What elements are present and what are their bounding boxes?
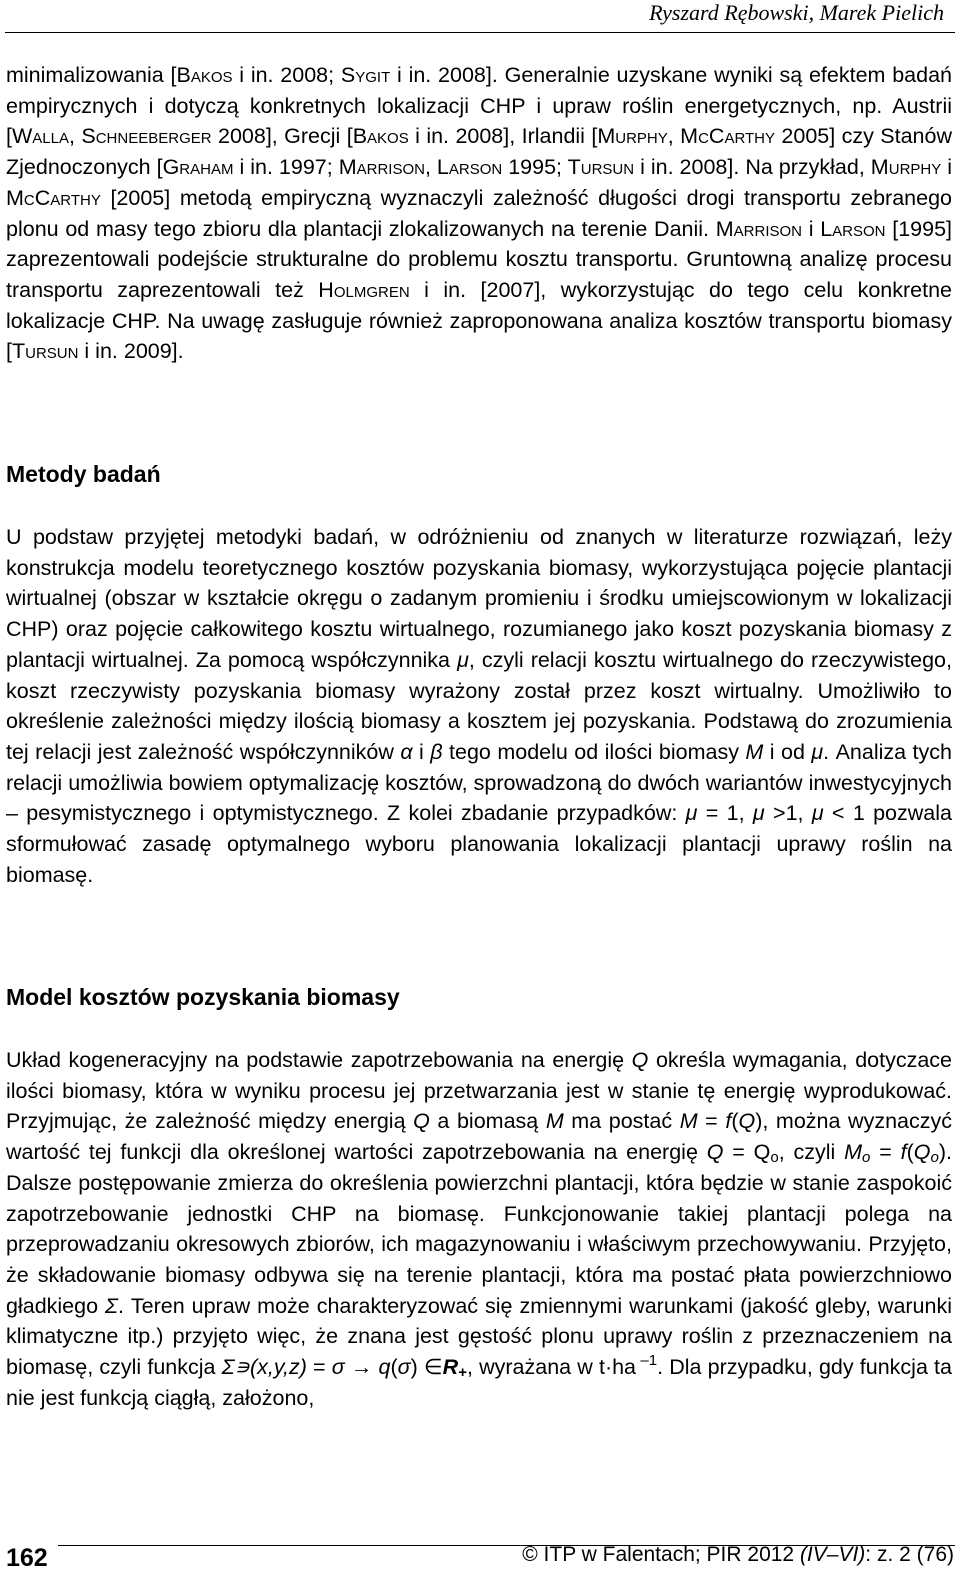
paragraph-cost-model: Układ kogeneracyjny na podstawie zapotrzebowania na energię Q określa wymagania, dotyczace ilości biomasy, która w wyniku procesu jej przetwarzania jest w stanie tę energię wyprodukować. Przyjmując, że zależność między energią Q a biomasą M ma postać M = f(Q), można wyznaczyć wartość tej funkcji dla określonej wartości zapotrzebowania na energię Q = Qo, czyli Mo = f(Qo). Dalsze postępowanie zmierza do określenia powierzchni plantacji, która będzie w stanie zaspokoić zapotrzebowanie jednostki CHP na biomasę. Funkcjonowanie takiej plantacji polega na przeprowadzaniu okresowych zbiorów, ich magazynowaniu i właściwym przechowywaniu. Przyjęto, że składowanie biomasy odbywa się na terenie plantacji, która ma postać płata powierzchniowo gładkiego Σ. Teren upraw może charakteryzować się zmiennymi warunkami (jakość gleby, warunki klimatyczne itp.) przyjęto więc, że znana jest gęstość plonu uprawy roślin z przeznaczeniem na biomasę, czyli funkcja Σ∍(x,y,z) = σ → q(σ) ∈R+, wyrażana w t·ha $^{-1}$. Dla przypadku, gdy funkcja ta nie jest funkcją ciągłą, założono,: [6, 1048, 952, 1410]
section-heading-cost-model: Model kosztów pozyskania biomasy: [6, 984, 400, 1010]
running-header: Ryszard Rębowski, Marek Pielich: [649, 0, 944, 25]
section-heading-methods: Metody badań: [6, 461, 161, 487]
paragraph-methods: U podstaw przyjętej metodyki badań, w odróżnieniu od znanych w literaturze rozwiązań, leży konstrukcja modelu teoretycznego kosztów pozyskania biomasy, wykorzystująca pojęcie plantacji wirtualnej (obszar w kształcie okręgu o zadanym promieniu i środku umiejscowionym w lokalizacji CHP) oraz pojęcie całkowitego kosztu wirtualnego, rozumianego jako koszt pozyskania biomasy z plantacji wirtualnej. Za pomocą współczynnika μ, czyli relacji kosztu wirtualnego do rzeczywistego, koszt rzeczywisty pozyskania biomasy wyrażony został przez koszt wirtualny. Umożliwiło to określenie zależności między ilością biomasy a kosztem jej pozyskania. Podstawą do zrozumienia tej relacji jest zależność współczynników α i β tego modelu od ilości biomasy M i od μ. Analiza tych relacji umożliwia bowiem optymalizację kosztów, sprowadzoną do dwóch wariantów inwestycyjnych – pesymistycznego i optymistycznego. Z kolei zbadanie przypadków: μ = 1, μ >1, μ < 1 pozwala sformułować zasadę optymalnego wyboru planowania lokalizacji plantacji uprawy roślin na biomasę.: [6, 525, 952, 887]
header-divider: [5, 32, 955, 33]
footer-citation: © ITP w Falentach; PIR 2012 (IV–VI): z. 2 (76): [522, 1543, 954, 1566]
paragraph-literature-review: minimalizowania [Bakos i in. 2008; Sygit i in. 2008]. Generalnie uzyskane wyniki są efektem badań empirycznych i dotyczą konkretnych lokalizacji CHP i upraw roślin energetycznych, np. Austrii [Walla, Schneeberger 2008], Grecji [Bakos i in. 2008], Irlandii [Murphy, McCarthy 2005] czy Stanów Zjednoczonych [Graham i in. 1997; Marrison, Larson 1995; Tursun i in. 2008]. Na przykład, Murphy i McCarthy [2005] metodą empiryczną wyznaczyli zależność długości drogi transportu zebranego plonu od masy tego zbioru dla plantacji zlokalizowanych na terenie Danii. Marrison i Larson [1995] zaprezentowali podejście strukturalne do problemu kosztu transportu. Gruntowną analizę procesu transportu zaprezentowali też Holmgren i in. [2007], wykorzystując do tego celu konkretne lokalizacje CHP. Na uwagę zasługuje również zaproponowana analiza kosztów transportu biomasy [Tursun i in. 2009].: [6, 63, 953, 364]
page-number: 162: [6, 1544, 48, 1572]
